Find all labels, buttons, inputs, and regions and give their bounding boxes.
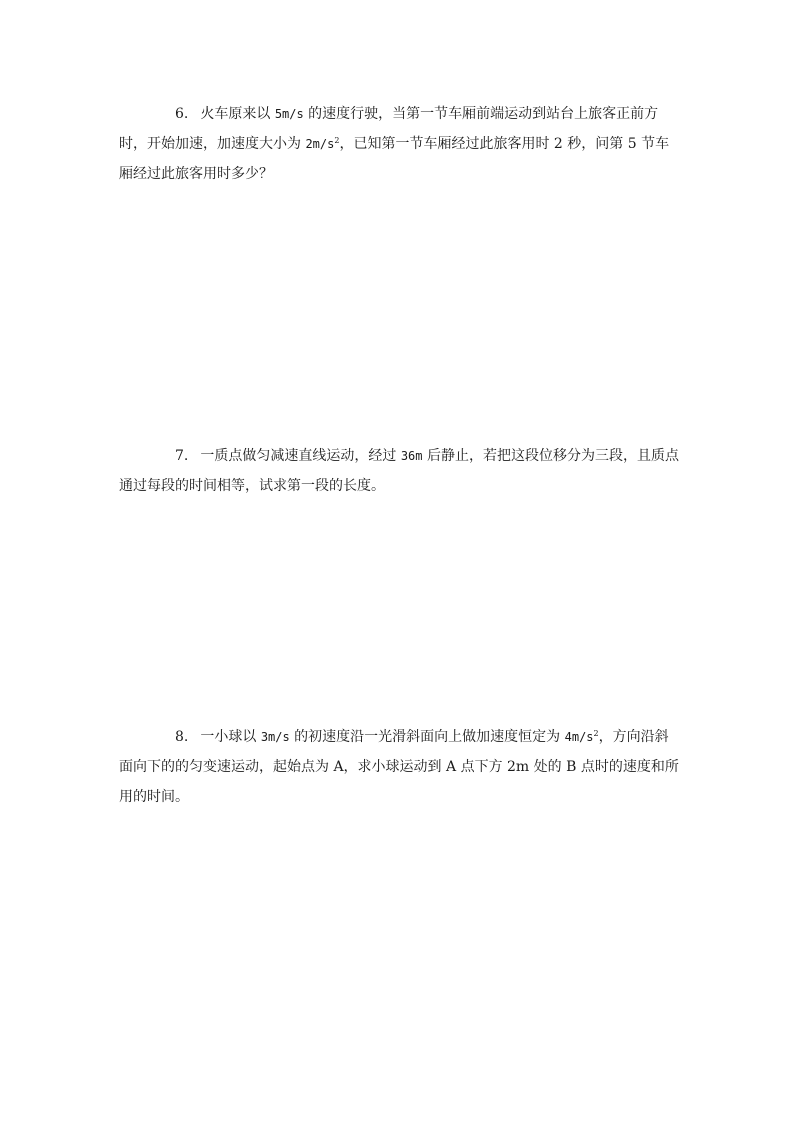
problem-number: 6. (175, 106, 189, 122)
text-segment: 一质点做匀减速直线运动，经过 (200, 448, 401, 464)
problem-number: 7. (175, 448, 189, 464)
problem-8-text (119, 722, 679, 812)
problem-6-text (119, 99, 679, 189)
text-segment: 一小球以 (200, 729, 261, 745)
problem-number: 8. (175, 729, 189, 745)
acceleration-value: 4m/s (564, 730, 594, 744)
text-segment: 的速度行驶，当第一节车厢前端运动到站台上旅客正前方时，开始加速，加速度大小为 (119, 106, 659, 152)
superscript-exponent: 2 (334, 136, 340, 145)
problem-8 (119, 722, 679, 812)
text-segment: 火车原来以 (200, 106, 275, 122)
superscript-exponent: 2 (593, 729, 599, 738)
text-segment: ，方向沿斜面向下的的匀变速运动，起始点为 A，求小球运动到 A 点下方 2m 处的 B 点时的速度和所用的时间。 (119, 729, 679, 805)
speed-value: 3m/s (260, 730, 290, 744)
text-segment: ，已知第一节车厢经过此旅客用时 2 秒，问第 5 节车厢经过此旅客用时多少？ (119, 136, 670, 182)
problem-7 (119, 441, 679, 501)
distance-value: 36m (400, 449, 423, 463)
acceleration-value: 2m/s (305, 137, 335, 151)
problem-6 (119, 99, 679, 189)
problem-7-text (119, 441, 679, 501)
speed-value: 5m/s (274, 107, 304, 121)
text-segment: 的初速度沿一光滑斜面向上做加速度恒定为 (289, 729, 565, 745)
text-segment: 后静止，若把这段位移分为三段，且质点通过每段的时间相等，试求第一段的长度。 (119, 448, 679, 494)
